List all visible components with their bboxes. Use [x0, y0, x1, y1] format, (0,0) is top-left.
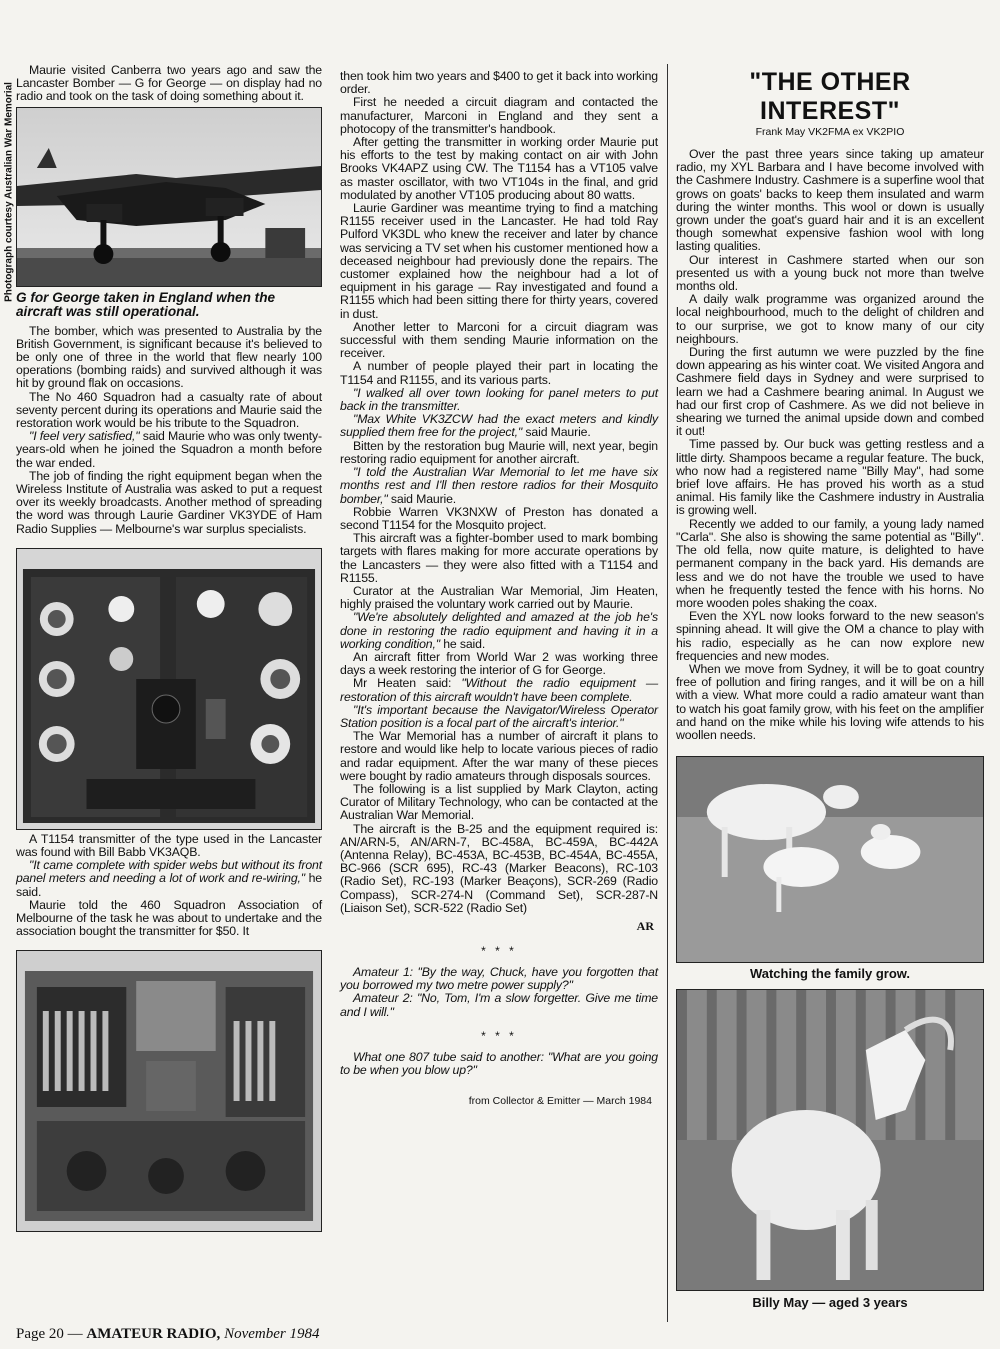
billy-may-caption: Billy May — aged 3 years [752, 1295, 908, 1311]
paragraph: When we move from Sydney, it will be to goat country free of pollution and firing ranges, and it will be on a hill with a view. What more could a radio amateur want than to watch his goat family grow, with his feet on the amplifier and hand on the mike while his loving wife attends to his woollen needs. [676, 661, 984, 742]
paragraph: The job of finding the right equipment began when the Wireless Institute of Australia was asked to put a request over its weekly broadcasts. Another method of spreading the word was through Laurie Gardiner VK3YDE of Ham Radio Supplies — Melbourne's war surplus specialists. [16, 468, 322, 536]
quote-lead: Mr Heaten said: [353, 676, 462, 691]
jokes [340, 966, 658, 1077]
paragraph: First he needed a circuit diagram and contacted the manufacturer, Marconi in England and they sent a photocopy of the transmitter's handbook. [340, 95, 658, 136]
quote-paragraph: "It's important because the Navigator/Wireless Operator Station position is a focal part of the aircraft's interior." [340, 702, 658, 730]
quote-attribution: said Maurie. [387, 491, 457, 506]
paragraph: Another letter to Marconi for a circuit diagram was successful with them sending Maurie information on the receiver. [340, 319, 658, 361]
paragraph: then took him two years and $400 to get it back into working order. [340, 69, 658, 97]
photo-caption: A T1154 transmitter of the type used in the Lancaster was found with Bill Babb VK3AQB. [16, 831, 322, 860]
paragraph [16, 859, 322, 899]
quote-attribution: said Maurie. [522, 425, 591, 440]
paragraph: Bitten by the restoration bug Maurie will, next year, begin restoring radio equipment for another aircraft. [340, 438, 658, 466]
paragraph: The No 460 Squadron had a casualty rate of about seventy percent during its operations and Maurie said the restoration work would be his tribute to the Squadron. [16, 389, 322, 431]
quote-attribution: he said. [16, 871, 322, 899]
paragraph [16, 430, 322, 470]
page-number: Page 20 — [16, 1326, 87, 1342]
paragraph: The bomber, which was presented to Australia by the British Government, is significant because it's believed to be only one of three in the world that flew nearly 100 operations (bombing raids) and survived although it was hit by ground flak on occasions. [16, 323, 322, 391]
quote: "Max White VK3ZCW had the exact meters and kindly supplied them free for the project," [340, 412, 658, 440]
separator: * * * [481, 1028, 517, 1043]
paragraph: The following is a list supplied by Mark Clayton, acting Curator of Military Technology, who can be contacted at the Australian War Memorial. [340, 781, 658, 823]
article-title: "THE OTHER INTEREST" [749, 68, 911, 125]
paragraph: A daily walk programme was organized around the local neighbourhood, much to the delight of children and to our surprise, we got to know many of our city neighbours. [676, 292, 984, 346]
paragraph: Recently we added to our family, a young lady named "Carla". She also is showing the same potential as "Billy". The old fella, now quite mature, is delighted to have permanent company in the back yard. His demands are less and we do not have the trouble we used to have when he frequently tested the fence with his horns. No more wooden poles shaking the coax. [676, 516, 984, 610]
quote: "I told the Australian War Memorial to let me have six months rest and I'll then restore radios for their Mosquito bomber," [340, 465, 658, 506]
paragraph: An aircraft fitter from World War 2 was working three days a week restoring the interior of G for George. [340, 649, 658, 678]
quote-paragraph: "I walked all over town looking for panel meters to put back in the transmitter. [340, 385, 658, 414]
paragraph: Time passed by. Our buck was getting restless and a little dirty. Shampoos became a regular feature. The buck, who now had a registered name "Billy May", had some brief love affairs. He has proved his worth as a stud animal. His family like the Cashmere industry in Australia is growing well. [676, 437, 984, 518]
paragraph: This aircraft was a fighter-bomber used to mark bombing targets with flares making for more accurate operations by the Lancasters — they were also fitted with a T1154 and R1155. [340, 531, 658, 585]
lancaster-bomber-photo [16, 107, 322, 287]
t1154-transmitter-photo [16, 548, 322, 830]
quote-attribution: said Maurie who was only twenty-years-old when he joined the Squadron a month before the war ended. [16, 429, 322, 470]
page-footer [16, 1326, 319, 1343]
paragraph [340, 611, 658, 651]
goat-family-photo [676, 756, 984, 963]
joke-line: Amateur 2: "No, Tom, I'm a slow forgetter. Give me time and I will." [340, 991, 658, 1019]
source-note: from Collector & Emitter — March 1984 [468, 1095, 652, 1108]
quote: "I feel very satisfied," [29, 429, 140, 444]
paragraph: Our interest in Cashmere started when our son presented us with a young buck not more than twelve months old. [676, 252, 984, 294]
publication-name: AMATEUR RADIO, [86, 1326, 221, 1342]
column-2 [340, 70, 658, 1107]
joke-line: What one 807 tube said to another: "What are you going to be when you blow up?" [340, 1049, 658, 1078]
joke-line: Amateur 1: "By the way, Chuck, have you forgotten that you borrowed my two metre power supply?" [340, 965, 658, 993]
end-mark: AR [636, 919, 654, 933]
goat-family-caption: Watching the family grow. [749, 966, 911, 982]
paragraph: Laurie Gardiner was meantime trying to find a matching R1155 receiver used in the Lancaster. He had told Ray Pulford VK3DL who knew the receiver and later by chance was servicing a TV set when his customer mentioned how a deceased neighbour had previously done the repairs. The customer explained how the neighbour had a lot of equipment in his garage — Ray investigated and found a R1155 which had been sitting there for thirty years, covered in dust. [340, 201, 658, 321]
paragraph: Robbie Warren VK3NXW of Preston has donated a second T1154 for the Mosquito project. [340, 504, 658, 532]
paragraph: Curator at the Australian War Memorial, Jim Heaten, highly praised the voluntary work carried out by Maurie. [340, 583, 658, 612]
photo-credit [2, 72, 16, 312]
separator: * * * [481, 944, 517, 958]
issue-date: November 1984 [220, 1326, 320, 1342]
paragraph [340, 677, 658, 703]
column-1 [16, 64, 322, 1232]
paragraph: After getting the transmitter in working order Maurie put his efforts to the test by making contact on air with John Brooks VK4APZ using CW. The T1154 has a VT105 valve as master oscillator, with two VT104s in the final, and grid modulated by another VT105 producing about 80 watts. [340, 135, 658, 202]
paragraph: During the first autumn we were puzzled by the fine down appearing as his winter coat. We visited Angora and Cashmere field days in Sydney and were surprised to learn we had a Cashmere bearing animal. In August we had our first crop of Cashmere. As we did not believe in shearing we turned the animal upside down and combed it out! [676, 345, 984, 439]
paragraph: Over the past three years since taking up amateur radio, my XYL Barbara and I have become involved with the Cashmere Industry. Cashmere is a superfine wool that grows on goats' backs to keep them insulated and warm during the winter months. This wool or down is usually grown under the goat's guard hair and it is an excellent though somewhat expensive fashion wool with long lasting qualities. [676, 147, 984, 254]
photo-credit-text: Photograph courtesy Australian War Memorial [3, 82, 15, 302]
paragraph: The War Memorial has a number of aircraft it plans to restore and would like help to locate various pieces of radio and radar equipment. After the war many of these pieces were bought by radio amateurs through disposals sources. [340, 729, 658, 783]
quote-attribution: he said. [439, 636, 486, 651]
paragraph [340, 413, 658, 439]
billy-may-photo [676, 989, 984, 1291]
quote: "Without the radio equipment — restoration of this aircraft wouldn't have been complete. [340, 676, 658, 704]
paragraph: A number of people played their part in locating the T1154 and R1155, and its various parts. [340, 359, 658, 387]
quote: "We're absolutely delighted and amazed at the job he's done in restoring the radio equipment and having it in a working condition," [340, 610, 658, 651]
column-3 [676, 64, 984, 1318]
bomber-photo-caption: G for George taken in England when the aircraft was still operational. [16, 289, 276, 319]
equipment-list: The aircraft is the B-25 and the equipment required is: AN/ARN-5, AN/ARN-7, BC-458A, BC-459A, BC-442A (Antenna Relay), BC-453A, BC-453B, BC-454A, BC-455A, BC-966 (SCR 695), RC-43 (Marker Beacons), RC-103 (Radio Set), RC-193 (Marker Beaçons), SCR-269 (Radio Compass), SCR-274-N (Command Set), SCR-287-N (Liaison Set), SCR-522 (Radio Set) [340, 821, 658, 915]
column-divider [667, 64, 668, 1322]
intro-paragraph: Maurie visited Canberra two years ago and saw the Lancaster Bomber — G for George — on display had no radio and took on the task of doing something about it. [16, 63, 322, 104]
byline: Frank May VK2FMA ex VK2PIO [755, 126, 905, 138]
paragraph: Even the XYL now looks forward to the new season's spinning ahead. It will give the OM a chance to play with his radio, especially as he can now explore new frequencies and new modes. [676, 609, 984, 663]
quote: "It came complete with spider webs but without its front panel meters and needing a lot of work and re-wiring," [16, 858, 322, 886]
transmitter-interior-photo [16, 950, 322, 1232]
paragraph [340, 466, 658, 506]
paragraph: Maurie told the 460 Squadron Association of Melbourne of the task he was about to undertake and the association bought the transmitter for $50. It [16, 897, 322, 939]
